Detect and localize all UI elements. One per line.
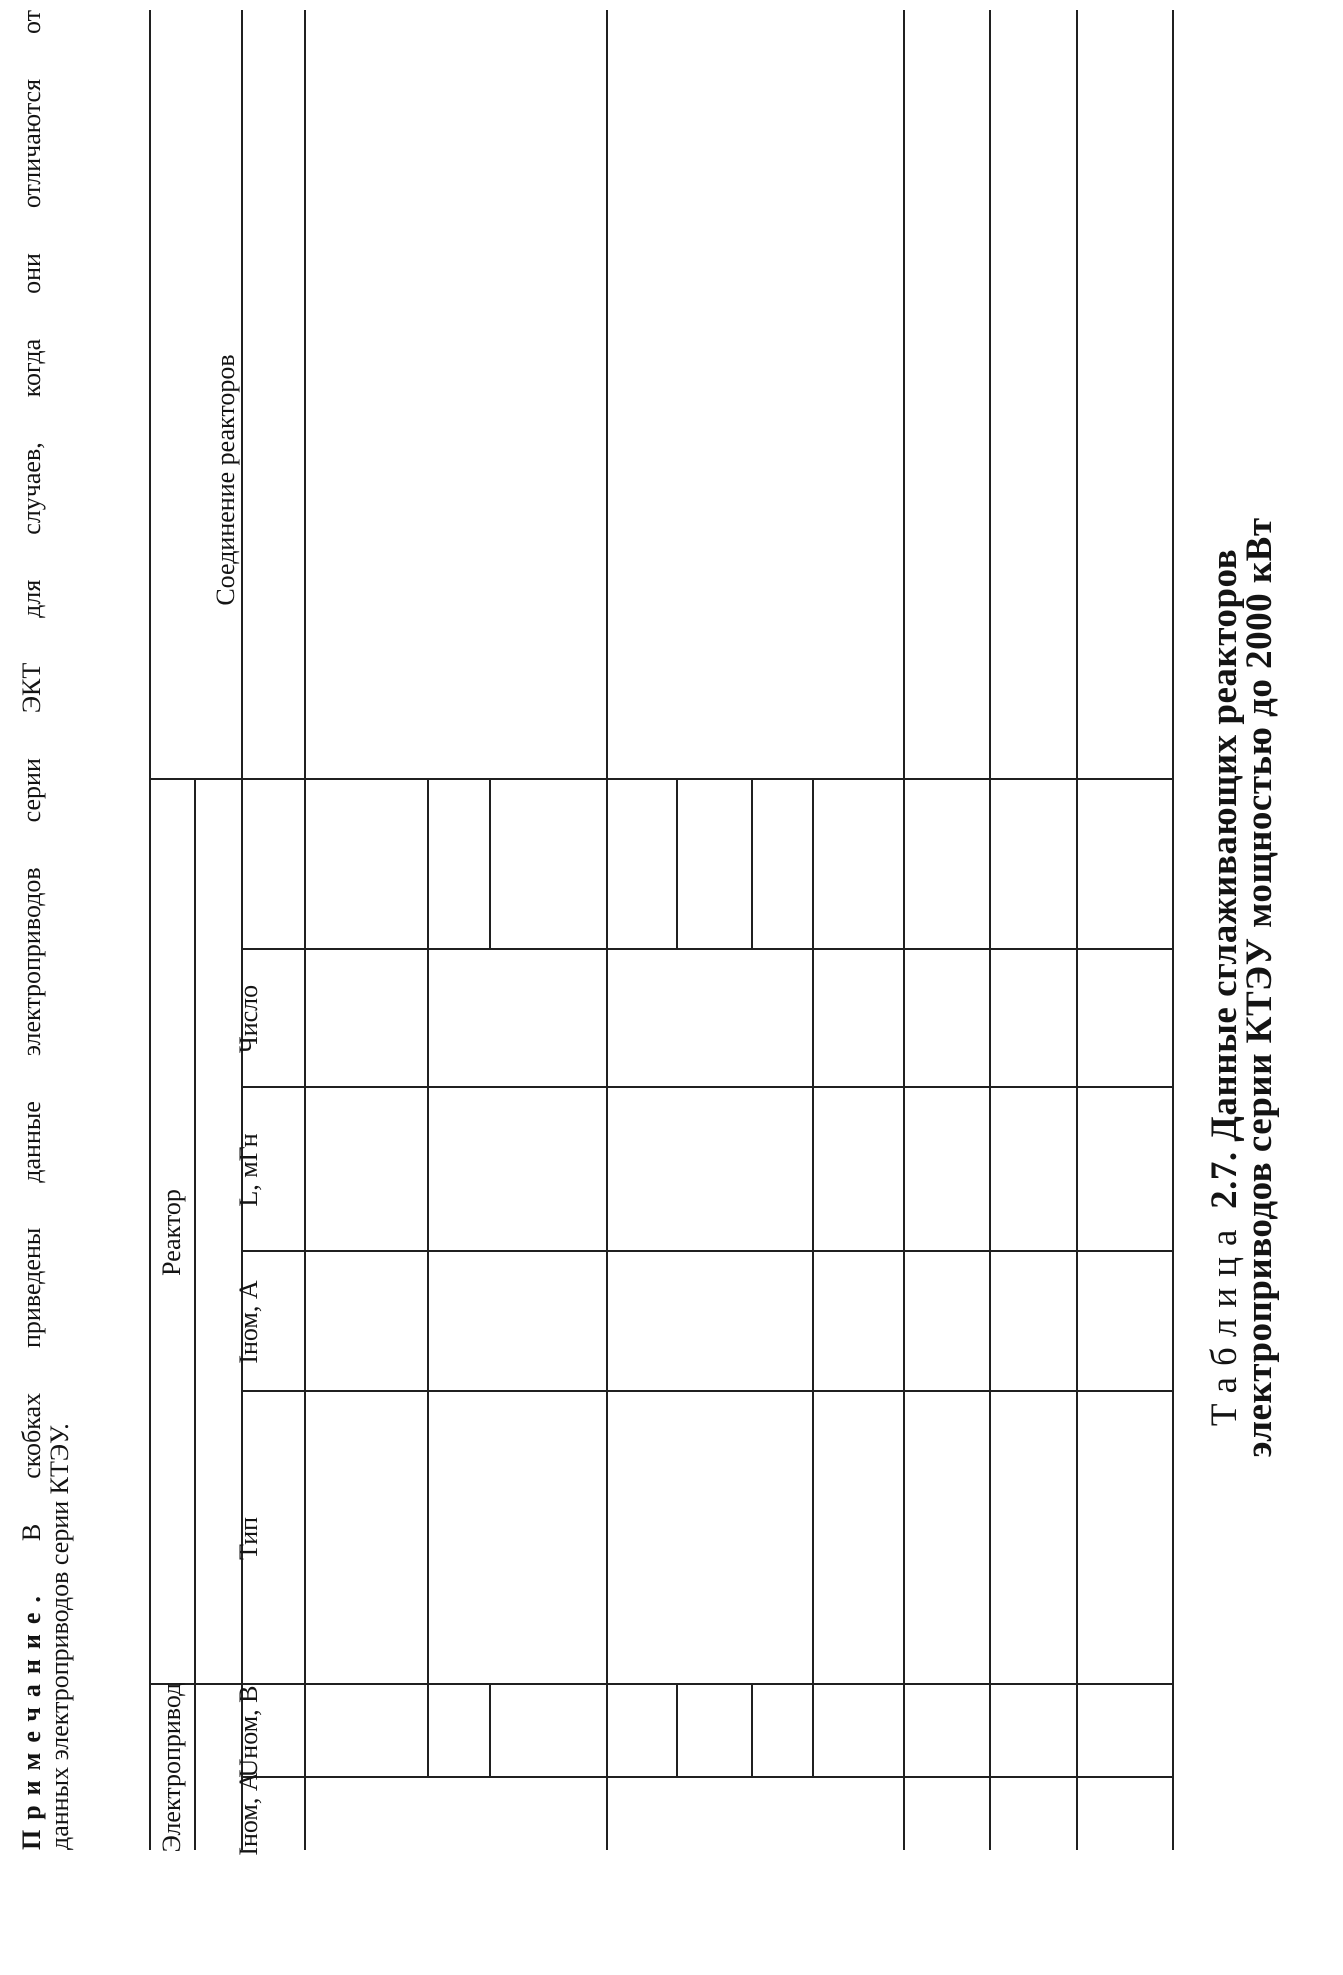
rule-col-4 (241, 1250, 1172, 1252)
rule-row-1 (304, 10, 306, 1850)
rule-col-5 (241, 1086, 1172, 1088)
rule-2500-c (812, 780, 814, 1778)
rule-bottom (1172, 10, 1174, 1850)
header-type: Тип (233, 1516, 263, 1561)
header-inductance: L, мГн (233, 1133, 263, 1207)
rule-col-1 (241, 1776, 1172, 1778)
rule-2500-a-u (676, 1685, 678, 1778)
rule-col-6 (241, 948, 1172, 950)
table-title-text: 2.7. Данные сглаживающих реакторов (1204, 548, 1245, 1209)
header-connection: Соединение реакторов (211, 354, 240, 606)
header-group-reactor: Реактор (156, 1189, 186, 1276)
header-u-nom: Uном, В (233, 1685, 263, 1778)
header-group-drive: Электропривод (156, 1682, 186, 1853)
note-line-2: данных электроприводов серии КТЭУ. (45, 1423, 74, 1850)
header-count: Число (233, 984, 263, 1054)
rule-2500-b-u (751, 1685, 753, 1778)
rule-1600-b-r (427, 950, 429, 1685)
rule-2500-b-n (751, 780, 753, 950)
table-note (18, 10, 74, 1850)
rule-row-3200 (989, 10, 991, 1850)
header-i-nom-reactor: Iном, А (233, 1280, 263, 1364)
rule-col-3 (241, 1390, 1172, 1392)
note-line-1 (18, 10, 46, 1850)
table-title-prefix: Таблица (1204, 1218, 1245, 1427)
rule-2500-a-n (676, 780, 678, 950)
header-i-nom: Iном, А (233, 1772, 263, 1856)
rule-row-1600 (606, 10, 608, 1850)
note-text-1: В скобках приведены данные электроприводов серии ЭКТ для случаев, когда они отличаются от (17, 9, 46, 1542)
rule-1600-b-u (489, 1685, 491, 1778)
note-label: Примечание. (17, 1586, 46, 1850)
rule-row-4000 (1076, 10, 1078, 1850)
rule-row-2500 (903, 10, 905, 1850)
rule-1600-b-n (489, 780, 491, 950)
table-title-line-2: электроприводов серии КТЭУ мощностью до 2000 кВт (1239, 517, 1280, 1458)
reactor-data-table (44, 10, 1172, 1856)
